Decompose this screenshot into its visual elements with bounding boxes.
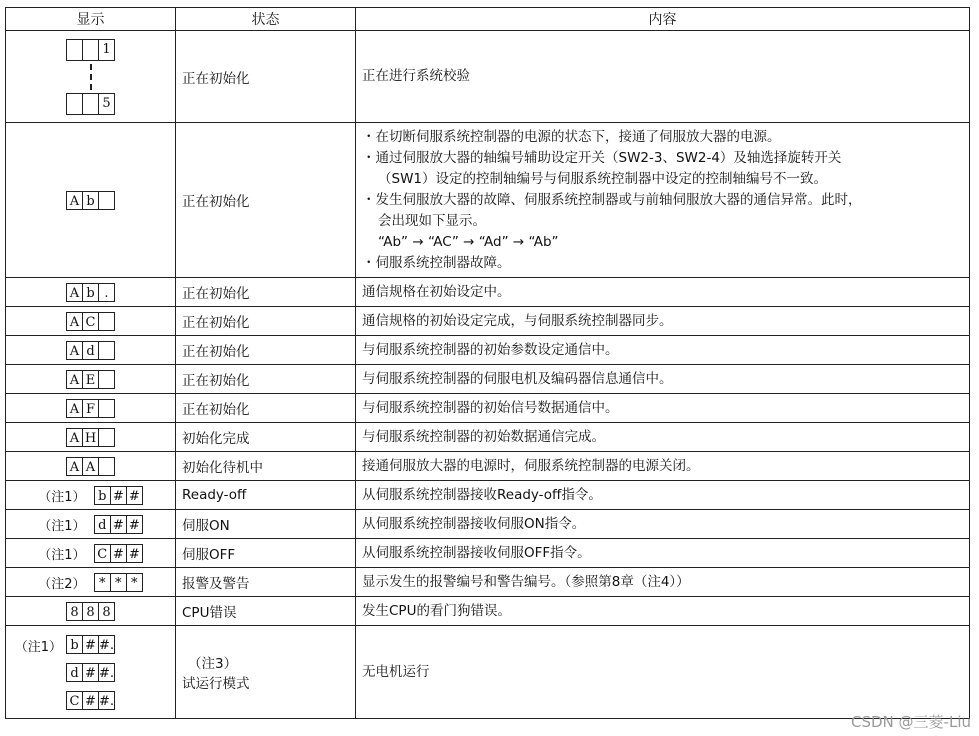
table-row (6, 307, 970, 336)
state-cell: 正在初始化 (176, 123, 356, 278)
segment-display (66, 399, 115, 418)
digit: A (66, 399, 83, 418)
digit (82, 93, 99, 115)
content-cell (356, 123, 970, 278)
content-cell: 与伺服系统控制器的初始数据通信完成。 (356, 423, 970, 452)
display-cell (6, 510, 176, 539)
content-cell: 无电机运行 (356, 626, 970, 719)
display-cell (6, 539, 176, 568)
state-cell: 正在初始化 (176, 307, 356, 336)
digit: 8 (82, 602, 99, 621)
digit (66, 93, 83, 115)
display-cell (6, 365, 176, 394)
digit: #. (98, 691, 115, 710)
content-cell: 正在进行系统校验 (356, 31, 970, 123)
digit: # (82, 691, 99, 710)
state-cell: 正在初始化 (176, 394, 356, 423)
display-cell (6, 626, 176, 719)
state-cell: 正在初始化 (176, 278, 356, 307)
content-line: ・在切断伺服系统控制器的电源的状态下，接通了伺服放大器的电源。 (362, 128, 781, 145)
segment-display (94, 573, 143, 592)
digit: # (110, 515, 127, 534)
note-label: （注1） (38, 547, 86, 563)
table-row (6, 597, 970, 626)
digit: . (98, 283, 115, 302)
content-cell: 通信规格的初始设定完成，与伺服系统控制器同步。 (356, 307, 970, 336)
state-cell (176, 626, 356, 719)
segment-display (94, 486, 143, 505)
digit: # (82, 635, 99, 654)
table-row (6, 568, 970, 597)
content-line: ・伺服系统控制器故障。 (362, 254, 511, 271)
digit: A (66, 428, 83, 447)
content-cell: 与伺服系统控制器的初始参数设定通信中。 (356, 336, 970, 365)
state-cell: 正在初始化 (176, 31, 356, 123)
content-line: “Ab” → “AC” → “Ad” → “Ab” (378, 233, 559, 250)
segment-display (94, 515, 143, 534)
table-row (6, 539, 970, 568)
state-cell: 初始化完成 (176, 423, 356, 452)
display-cell (6, 394, 176, 423)
table-row (6, 452, 970, 481)
display-cell (6, 307, 176, 336)
display-cell (6, 123, 176, 278)
table-row (6, 31, 970, 123)
digit: # (110, 486, 127, 505)
display-cell (6, 423, 176, 452)
digit: * (110, 573, 127, 592)
note-label: （注1） (38, 489, 86, 505)
digit: C (82, 312, 99, 331)
state-cell: Ready-off (176, 481, 356, 510)
digit (98, 428, 115, 447)
table-row (6, 394, 970, 423)
digit: A (66, 457, 83, 476)
digit: F (82, 399, 99, 418)
digit (98, 312, 115, 331)
digit: A (66, 312, 83, 331)
digit: # (126, 544, 143, 563)
digit: H (82, 428, 99, 447)
segment-display (66, 341, 115, 360)
content-cell: 从伺服系统控制器接收Ready-off指令。 (356, 481, 970, 510)
digit: 1 (98, 39, 115, 61)
content-cell: 从伺服系统控制器接收伺服OFF指令。 (356, 539, 970, 568)
content-cell: 接通伺服放大器的电源时，伺服系统控制器的电源关闭。 (356, 452, 970, 481)
digit: b (82, 283, 99, 302)
digit (98, 399, 115, 418)
content-cell: 与伺服系统控制器的伺服电机及编码器信息通信中。 (356, 365, 970, 394)
display-cell (6, 568, 176, 597)
segment-display (66, 370, 115, 389)
segment-display (66, 635, 115, 654)
header-state: 状态 (176, 8, 356, 31)
digit (82, 39, 99, 61)
digit: # (82, 663, 99, 682)
segment-display (66, 602, 115, 621)
digit (98, 341, 115, 360)
digit: A (66, 370, 83, 389)
table-row (6, 365, 970, 394)
state-cell: 初始化待机中 (176, 452, 356, 481)
digit: E (82, 370, 99, 389)
content-cell: 发生CPU的看门狗错误。 (356, 597, 970, 626)
digit (66, 39, 83, 61)
digit: * (94, 573, 111, 592)
segment-display (66, 457, 115, 476)
segment-display (66, 428, 115, 447)
state-cell: 正在初始化 (176, 365, 356, 394)
digit: d (66, 663, 83, 682)
state-note: （注3） (188, 656, 238, 672)
note-label: （注1） (14, 639, 62, 655)
digit: # (110, 544, 127, 563)
display-cell (6, 278, 176, 307)
digit (98, 457, 115, 476)
digit: #. (98, 663, 115, 682)
digit: A (82, 457, 99, 476)
digit: b (82, 191, 99, 210)
content-cell: 与伺服系统控制器的初始信号数据通信中。 (356, 394, 970, 423)
watermark: CSDN @三菱-Liu (851, 713, 971, 731)
digit: C (66, 691, 83, 710)
content-cell: 显示发生的报警编号和警告编号。（参照第8章（注4）） (356, 568, 970, 597)
state-label: 试运行模式 (182, 676, 250, 692)
state-cell: 报警及警告 (176, 568, 356, 597)
table-row (6, 423, 970, 452)
table-header-row (6, 8, 970, 31)
digit: 8 (66, 602, 83, 621)
display-cell (6, 481, 176, 510)
digit: 8 (98, 602, 115, 621)
note-label: （注2） (38, 576, 86, 592)
display-cell (6, 31, 176, 123)
content-line: ・通过伺服放大器的轴编号辅助设定开关（SW2-3、SW2-4）及轴选择旋转开关 (362, 149, 842, 166)
state-cell: 伺服ON (176, 510, 356, 539)
table-row (6, 481, 970, 510)
content-line: （SW1）设定的控制轴编号与伺服系统控制器中设定的控制轴编号不一致。 (378, 170, 828, 187)
digit: b (66, 635, 83, 654)
digit: 5 (98, 93, 115, 115)
digit: # (126, 486, 143, 505)
digit: #. (98, 635, 115, 654)
display-cell (6, 452, 176, 481)
note-label: （注1） (38, 518, 86, 534)
segment-display (66, 283, 115, 302)
status-display-table (5, 7, 970, 719)
display-cell (6, 597, 176, 626)
segment-display (66, 39, 115, 61)
segment-display (66, 93, 115, 115)
state-cell: 正在初始化 (176, 336, 356, 365)
digit (98, 370, 115, 389)
digit: d (94, 515, 111, 534)
digit (98, 191, 115, 210)
table-row (6, 336, 970, 365)
content-line: ・发生伺服放大器的故障、伺服系统控制器或与前轴伺服放大器的通信异常。此时， (362, 191, 862, 208)
digit: A (66, 341, 83, 360)
segment-display (66, 663, 115, 682)
header-content: 内容 (356, 8, 970, 31)
table-row (6, 626, 970, 719)
content-cell: 通信规格在初始设定中。 (356, 278, 970, 307)
content-line: 会出现如下显示。 (378, 212, 486, 229)
range-dashes (90, 64, 92, 90)
digit: d (82, 341, 99, 360)
content-cell: 从伺服系统控制器接收伺服ON指令。 (356, 510, 970, 539)
header-display: 显示 (6, 8, 176, 31)
table-row (6, 123, 970, 278)
digit: * (126, 573, 143, 592)
digit: A (66, 283, 83, 302)
segment-display (66, 191, 115, 210)
digit: A (66, 191, 83, 210)
segment-display (66, 312, 115, 331)
table-row (6, 510, 970, 539)
digit: b (94, 486, 111, 505)
state-cell: 伺服OFF (176, 539, 356, 568)
table-row (6, 278, 970, 307)
digit: C (94, 544, 111, 563)
segment-display (66, 691, 115, 710)
segment-display (94, 544, 143, 563)
digit: # (126, 515, 143, 534)
display-cell (6, 336, 176, 365)
state-cell: CPU错误 (176, 597, 356, 626)
